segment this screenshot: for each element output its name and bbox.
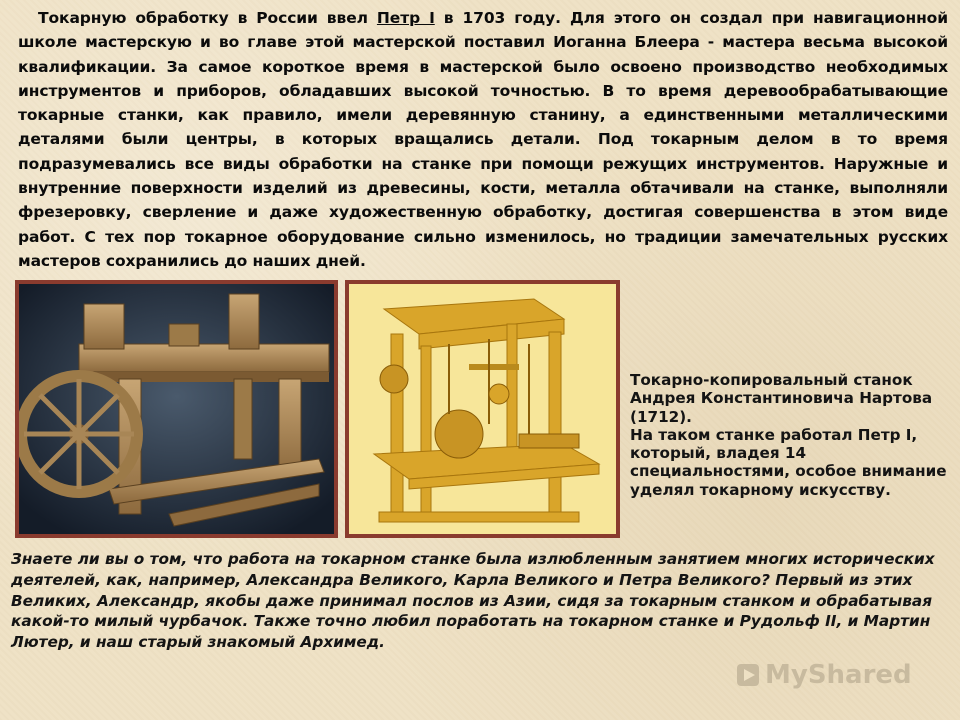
slides-logo-icon	[735, 662, 761, 688]
fun-fact-paragraph: Знаете ли вы о том, что работа на токарном станке была излюбленным занятием многих исторических деятелей, как, например, Александра Великого, Карла Великого и Петра Великого? Первый из этих Великих, Александр, якобы даже принимал послов из Азии, сидя за токарным станком и обрабатывая какой-то милый чурбачок. Также точно любил поработать на токарном станке и Рудольф II, и Мартин Лютер, и наш старый знакомый Архимед.	[11, 550, 935, 652]
caption-title: Токарно-копировальный станок Андрея Константиновича Нартова (1712).	[630, 371, 933, 426]
lathe-caption	[630, 371, 955, 499]
wooden-lathe-photo	[15, 280, 338, 538]
intro-text-rest: в 1703 году. Для этого он создал при навигационной школе мастерскую и во главе этой мастерской поставил Иоганна Блеера - мастера весьма высокой квалификации. За самое короткое время в мастерской было освоено производство необходимых инструментов и приборов, обладавших высокой точностью. В то время деревообрабатывающие токарные станки, как правило, имели деревянную станину, а единственными металлическими деталями были центры, в которых вращались детали. Под токарным делом в то время подразумевались все виды обработки на станке при помощи режущих инструментов. Наружные и внутренние поверхности изделий из древесины, кости, металла обтачивали на станке, выполняли фрезеровку, сверление и даже художественную обработку, достигая совершенства в этом виде работ. С тех пор токарное оборудование сильно изменилось, но традиции замечательных русских мастеров сохранились до наших дней.	[18, 9, 948, 270]
intro-paragraph	[18, 6, 948, 273]
intro-text-start: Токарную обработку в России ввел	[38, 9, 377, 27]
caption-description: На таком станке работал Петр I, который, владея 14 специальностями, особое внимание уделял токарному искусству.	[630, 425, 947, 499]
watermark-text: MyShared	[765, 660, 912, 690]
copying-lathe-illustration	[349, 284, 616, 534]
watermark	[735, 660, 912, 690]
nartov-lathe-drawing	[345, 280, 620, 538]
wooden-lathe-illustration	[19, 284, 334, 534]
peter-link[interactable]: Петр I	[376, 9, 435, 27]
